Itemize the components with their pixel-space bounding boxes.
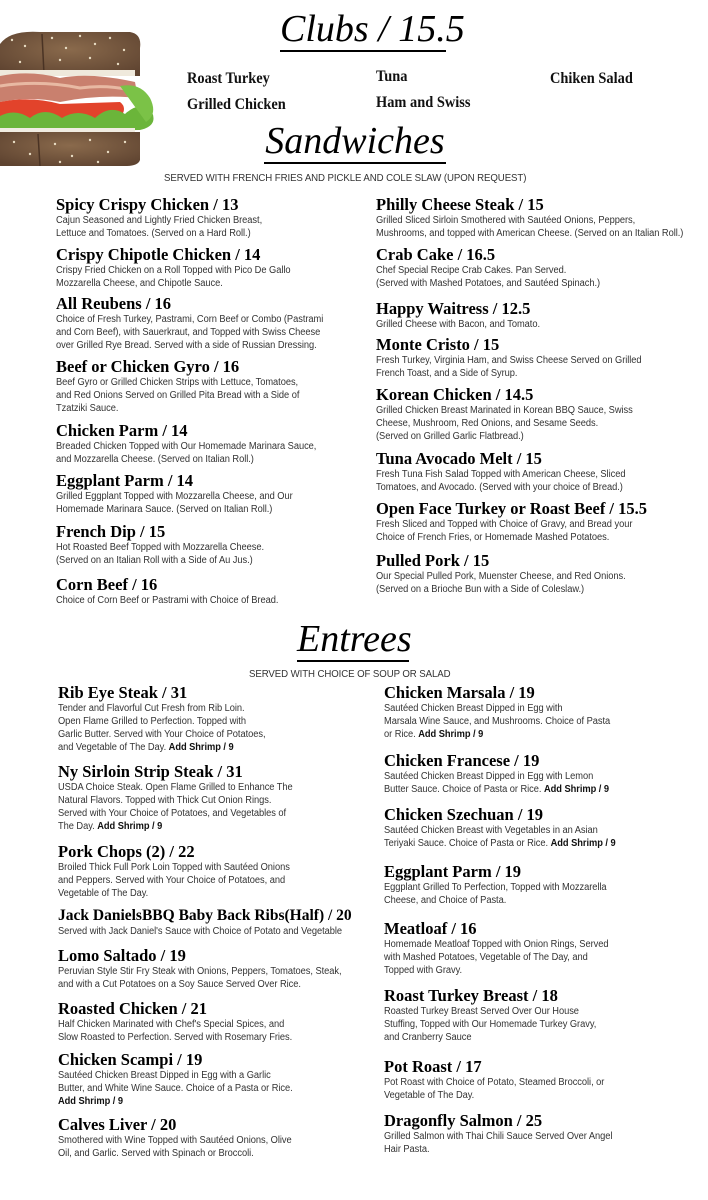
entrees-title: Entrees — [297, 618, 412, 660]
item-description: Smothered with Wine Topped with Sautéed Onions, Olive — [58, 1135, 292, 1146]
club-item-tuna: Tuna — [376, 68, 408, 85]
item-description — [376, 570, 626, 596]
item-description: Cajun Seasoned and Lightly Fried Chicken Breast, — [56, 215, 263, 226]
item-description: Garlic Butter. Served with Your Choice of Potatoes, — [58, 729, 266, 740]
item-description: Tender and Flavorful Cut Fresh from Rib Loin. — [58, 703, 245, 714]
item-description — [58, 820, 293, 833]
item-name: Pulled Pork / 15 — [376, 551, 490, 570]
item-description: Sautéed Chicken Breast Dipped in Egg with a Garlic — [58, 1070, 271, 1081]
item-description: USDA Choice Steak. Open Flame Grilled to Enhance The — [58, 782, 293, 793]
item-name: All Reubens / 16 — [56, 294, 172, 313]
item-description: Mushrooms, and topped with American Cheese. (Served on an Italian Roll.) — [376, 228, 684, 239]
menu-item — [384, 805, 633, 850]
item-description — [56, 594, 278, 607]
item-description — [56, 214, 262, 240]
item-description: Butter Sauce. Choice of Pasta or Rice. — [384, 784, 544, 795]
item-description: and Vegetable of The Day. — [58, 742, 169, 753]
item-description: Peruvian Style Stir Fry Steak with Onions, Peppers, Tomatoes, Steak, — [58, 966, 342, 977]
item-description: Grilled Sliced Sirloin Smothered with Sautéed Onions, Peppers, — [376, 215, 636, 226]
item-description: (Served with Mashed Potatoes, and Sautéed Spinach.) — [376, 278, 601, 289]
menu-item — [384, 683, 627, 741]
item-description: Eggplant Grilled To Perfection, Topped with Mozzarella — [384, 882, 607, 893]
item-name: Dragonfly Salmon / 25 — [384, 1111, 543, 1130]
add-shrimp-label: Add Shrimp / 9 — [58, 1096, 123, 1107]
item-description — [376, 518, 632, 544]
menu-item — [376, 245, 617, 290]
add-shrimp-label: Add Shrimp / 9 — [168, 742, 234, 753]
item-description: Vegetable of The Day. — [384, 1090, 475, 1101]
item-description: and Cranberry Sauce — [384, 1032, 472, 1043]
item-description — [376, 354, 642, 380]
item-name: Chicken Francese / 19 — [384, 751, 540, 770]
item-description: Grilled Cheese with Bacon, and Tomato. — [376, 319, 541, 330]
item-name: Ny Sirloin Strip Steak / 31 — [58, 762, 243, 781]
item-description: Cheese, Mushroom, Red Onions, and Sesame Seeds. — [376, 418, 599, 429]
item-description: and Red Onions Served on Grilled Pita Bread with a Side of — [56, 390, 300, 401]
menu-item — [56, 195, 278, 240]
menu-item — [58, 683, 281, 754]
item-name: Pork Chops (2) / 22 — [58, 842, 195, 861]
item-name: Crispy Chipotle Chicken / 14 — [56, 245, 261, 264]
sandwiches-subtitle: SERVED WITH FRENCH FRIES AND PICKLE AND COLE SLAW (UPON REQUEST) — [164, 172, 527, 184]
item-description: Breaded Chicken Topped with Our Homemade Marinara Sauce, — [56, 441, 317, 452]
item-description — [58, 925, 342, 938]
item-description: Fresh Sliced and Topped with Choice of Gravy, and Bread your — [376, 519, 633, 530]
menu-item — [56, 421, 336, 466]
item-description: Tomatoes, and Avocado. (Served with your choice of Bread.) — [376, 482, 623, 493]
item-description: Beef Gyro or Grilled Chicken Strips with Lettuce, Tomatoes, — [56, 377, 299, 388]
club-item-ham-and-swiss: Ham and Swiss — [376, 94, 471, 111]
menu-item — [384, 1057, 621, 1102]
menu-item — [376, 499, 652, 544]
club-item-chiken-salad: Chiken Salad — [550, 70, 633, 87]
item-description — [376, 214, 683, 240]
item-description — [376, 468, 625, 494]
menu-item — [376, 299, 552, 331]
item-description: Tzatziki Sauce. — [56, 403, 119, 414]
item-name: Korean Chicken / 14.5 — [376, 385, 534, 404]
item-name: Eggplant Parm / 14 — [56, 471, 194, 490]
item-description: Choice of French Fries, or Homemade Mashed Potatoes. — [376, 532, 610, 543]
item-description — [56, 541, 264, 567]
item-description: Oil, and Garlic. Served with Spinach or Broccoli. — [58, 1148, 254, 1159]
item-description — [56, 313, 323, 352]
item-description: Pot Roast with Choice of Potato, Steamed Broccoli, or — [384, 1077, 605, 1088]
item-name: Meatloaf / 16 — [384, 919, 477, 938]
item-description: Served with Jack Daniel's Sauce with Choice of Potato and Vegetable — [58, 926, 343, 937]
item-description: (Served on Grilled Garlic Flatbread.) — [376, 431, 524, 442]
item-description: (Served on a Brioche Bun with a Side of Coleslaw.) — [376, 584, 585, 595]
clubs-title: Clubs / 15.5 — [280, 8, 465, 50]
item-description — [58, 702, 266, 754]
menu-item — [58, 762, 310, 833]
item-description — [58, 965, 342, 991]
item-description: Open Flame Grilled to Perfection. Topped with — [58, 716, 246, 727]
item-name: Happy Waitress / 12.5 — [376, 299, 531, 318]
menu-item — [56, 245, 308, 290]
item-name: Monte Cristo / 15 — [376, 335, 500, 354]
menu-item — [384, 862, 623, 907]
menu-item — [56, 575, 295, 607]
menu-item — [58, 1050, 310, 1108]
item-description — [58, 1095, 293, 1108]
item-description: Fresh Tuna Fish Salad Topped with American Cheese, Sliced — [376, 469, 626, 480]
item-description — [384, 783, 609, 796]
item-description: Broiled Thick Full Pork Loin Topped with Sautéed Onions — [58, 862, 290, 873]
item-name: Chicken Scampi / 19 — [58, 1050, 203, 1069]
item-description: Half Chicken Marinated with Chef's Special Spices, and — [58, 1019, 285, 1030]
club-item-roast-turkey: Roast Turkey — [187, 70, 270, 87]
add-shrimp-label: Add Shrimp / 9 — [418, 729, 484, 740]
item-description: Homemade Meatloaf Topped with Onion Rings, Served — [384, 939, 609, 950]
menu-item — [58, 999, 310, 1044]
item-description: Stuffing, Topped with Our Homemade Turkey Gravy, — [384, 1019, 597, 1030]
item-name: Philly Cheese Steak / 15 — [376, 195, 544, 214]
menu-item — [376, 335, 662, 380]
item-name: Roast Turkey Breast / 18 — [384, 986, 558, 1005]
item-name: Chicken Parm / 14 — [56, 421, 188, 440]
item-description — [376, 264, 600, 290]
item-description — [384, 728, 610, 741]
item-description — [56, 376, 299, 415]
item-description: Served with Your Choice of Potatoes, and Vegetables of — [58, 808, 287, 819]
item-description — [384, 837, 616, 850]
item-description: Roasted Turkey Breast Served Over Our House — [384, 1006, 579, 1017]
menu-item — [58, 1115, 309, 1160]
item-description — [58, 1069, 293, 1108]
item-description — [56, 440, 316, 466]
item-name: Chicken Marsala / 19 — [384, 683, 535, 702]
item-description — [58, 861, 290, 900]
item-description: and Corn Beef), with Sauerkraut, and Topped with Swiss Cheese — [56, 327, 321, 338]
menu-item — [376, 449, 644, 494]
item-description: Grilled Salmon with Thai Chili Sauce Served Over Angel — [384, 1131, 613, 1142]
item-name: Pot Roast / 17 — [384, 1057, 482, 1076]
item-description — [384, 938, 608, 977]
item-description: Slow Roasted to Perfection. Served with Rosemary Fries. — [58, 1032, 293, 1043]
add-shrimp-label: Add Shrimp / 9 — [550, 838, 616, 849]
item-description: Mozzarella Cheese, and Chipotle Sauce. — [56, 278, 223, 289]
menu-item — [58, 946, 363, 991]
menu-item — [376, 551, 644, 596]
item-name: Rib Eye Steak / 31 — [58, 683, 188, 702]
item-description: and Mozzarella Cheese. (Served on Italian Roll.) — [56, 454, 254, 465]
menu-item — [384, 919, 625, 977]
item-description: Crispy Fried Chicken on a Roll Topped with Pico De Gallo — [56, 265, 291, 276]
item-description: French Toast, and a Side of Syrup. — [376, 368, 518, 379]
menu-item — [376, 385, 652, 443]
item-description — [376, 318, 540, 331]
item-description — [376, 404, 633, 443]
item-description: Homemade Marinara Sauce. (Served on Italian Roll.) — [56, 504, 273, 515]
item-name: Tuna Avocado Melt / 15 — [376, 449, 542, 468]
add-shrimp-label: Add Shrimp / 9 — [97, 821, 163, 832]
entrees-subtitle: SERVED WITH CHOICE OF SOUP OR SALAD — [249, 668, 451, 680]
item-name: Lomo Saltado / 19 — [58, 946, 186, 965]
item-description: Hot Roasted Beef Topped with Mozzarella Cheese. — [56, 542, 265, 553]
item-description — [384, 1076, 604, 1102]
menu-item — [376, 195, 706, 240]
item-description: with Mashed Potatoes, Vegetable of The Day, and — [384, 952, 588, 963]
item-description — [384, 881, 607, 907]
item-name: Spicy Crispy Chicken / 13 — [56, 195, 239, 214]
menu-item — [384, 1111, 630, 1156]
menu-item — [56, 471, 310, 516]
menu-item — [58, 842, 307, 900]
item-description: Cheese, and Choice of Pasta. — [384, 895, 507, 906]
item-description — [58, 1134, 292, 1160]
item-description: or Rice. — [384, 729, 419, 740]
item-name: Corn Beef / 16 — [56, 575, 158, 594]
menu-item — [56, 522, 280, 567]
item-name: French Dip / 15 — [56, 522, 166, 541]
item-description — [384, 1130, 612, 1156]
item-description — [58, 1018, 292, 1044]
item-description: Sautéed Chicken Breast Dipped in Egg with Lemon — [384, 771, 594, 782]
item-description — [56, 264, 290, 290]
item-description: Butter, and White Wine Sauce. Choice of a Pasta or Rice. — [58, 1083, 293, 1094]
item-description: (Served on an Italian Roll with a Side of Au Jus.) — [56, 555, 253, 566]
item-description: Lettuce and Tomatoes. (Served on a Hard Roll.) — [56, 228, 251, 239]
item-description: Topped with Gravy. — [384, 965, 463, 976]
item-name: Crab Cake / 16.5 — [376, 245, 496, 264]
item-description — [384, 1005, 596, 1044]
item-description — [384, 702, 610, 741]
item-description: Teriyaki Sauce. Choice of Pasta or Rice. — [384, 838, 551, 849]
item-description: Natural Flavors. Topped with Thick Cut Onion Rings. — [58, 795, 272, 806]
item-description: Fresh Turkey, Virginia Ham, and Swiss Cheese Served on Grilled — [376, 355, 642, 366]
item-description: Vegetable of The Day. — [58, 888, 149, 899]
item-description: Sautéed Chicken Breast Dipped in Egg with — [384, 703, 563, 714]
item-name: Roasted Chicken / 21 — [58, 999, 207, 1018]
item-description: Choice of Fresh Turkey, Pastrami, Corn Beef or Combo (Pastrami — [56, 314, 324, 325]
club-item-grilled-chicken: Grilled Chicken — [187, 96, 286, 113]
menu-item — [58, 906, 363, 938]
menu-item — [56, 294, 343, 352]
menu-item — [56, 357, 318, 415]
item-description — [384, 770, 609, 796]
item-description — [384, 824, 616, 850]
item-name: Calves Liver / 20 — [58, 1115, 177, 1134]
item-name: Beef or Chicken Gyro / 16 — [56, 357, 240, 376]
item-description — [58, 781, 293, 833]
item-description: Marsala Wine Sauce, and Mushrooms. Choice of Pasta — [384, 716, 611, 727]
menu-item — [384, 986, 612, 1044]
item-name: Jack DanielsBBQ Baby Back Ribs(Half) / 20 — [58, 907, 352, 924]
item-description: Chef Special Recipe Crab Cakes. Pan Served. — [376, 265, 567, 276]
item-description: Hair Pasta. — [384, 1144, 430, 1155]
item-name: Open Face Turkey or Roast Beef / 15.5 — [376, 499, 648, 518]
sandwiches-title: Sandwiches — [265, 120, 445, 162]
item-description — [58, 741, 266, 754]
item-description: Grilled Eggplant Topped with Mozzarella Cheese, and Our — [56, 491, 293, 502]
add-shrimp-label: Add Shrimp / 9 — [543, 784, 609, 795]
item-name: Chicken Szechuan / 19 — [384, 805, 544, 824]
item-description — [56, 490, 293, 516]
item-name: Eggplant Parm / 19 — [384, 862, 522, 881]
item-description: and Peppers. Served with Your Choice of Potatoes, and — [58, 875, 286, 886]
item-description: Choice of Corn Beef or Pastrami with Choice of Bread. — [56, 595, 279, 606]
item-description: The Day. — [58, 821, 98, 832]
item-description: Our Special Pulled Pork, Muenster Cheese, and Red Onions. — [376, 571, 626, 582]
item-description: and with a Cut Potatoes on a Soy Sauce Served Over Rice. — [58, 979, 301, 990]
item-description: Sautéed Chicken Breast with Vegetables in an Asian — [384, 825, 598, 836]
item-description: over Grilled Rye Bread. Served with a side of Russian Dressing. — [56, 340, 317, 351]
item-description: Grilled Chicken Breast Marinated in Korean BBQ Sauce, Swiss — [376, 405, 633, 416]
menu-item — [384, 751, 626, 796]
sandwich-photo — [0, 26, 160, 168]
